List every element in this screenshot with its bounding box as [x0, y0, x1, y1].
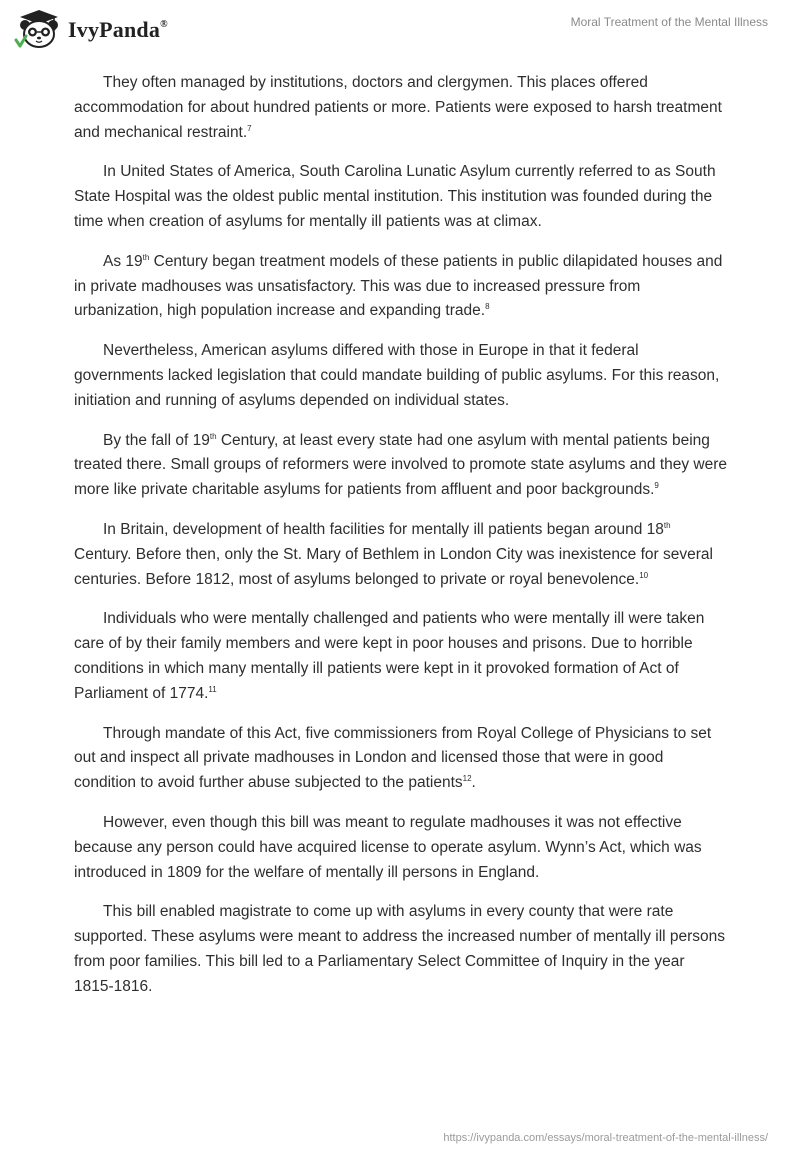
- brand-name: IvyPanda®: [68, 17, 168, 42]
- footnote-superscript: 8: [485, 302, 490, 312]
- paragraph-text: Century. Before then, only the St. Mary of Bethlem in London City was inexistence for several centuries. Before 1812, most of asylums belonged to private or royal benevolence.: [74, 545, 713, 588]
- footnote-superscript: 11: [208, 684, 217, 694]
- paragraph-text: Through mandate of this Act, five commissioners from Royal College of Physicians to set out and inspect all private madhouses in London and licensed those that were in good condition to avoid further abuse subjected to the patients: [74, 724, 712, 792]
- footnote-superscript: th: [209, 431, 217, 441]
- footnote-superscript: 7: [247, 123, 252, 133]
- ivypanda-logo[interactable]: [14, 8, 168, 50]
- paragraph-text: However, even though this bill was meant to regulate madhouses it was not effective because any person could have acquired license to operate asylum. Wynn’s Act, which was introduced in 1809 for the welfare of mentally ill persons in England.: [74, 813, 702, 881]
- footnote-superscript: 12: [462, 773, 472, 783]
- paragraph: [74, 429, 728, 503]
- paragraph: [74, 250, 728, 324]
- paragraph-text: Individuals who were mentally challenged and patients who were mentally ill were taken care of by their family members and were kept in poor houses and prisons. Due to horrible conditions in which many mentally ill patients were kept in it provoked formation of Act of Parliament of 1774.: [74, 610, 705, 702]
- footnote-superscript: 10: [639, 570, 649, 580]
- paragraph: [74, 339, 728, 413]
- footnote-superscript: 9: [654, 481, 659, 490]
- paragraph-text: In Britain, development of health facilities for mentally ill patients began around 18: [103, 520, 664, 538]
- panda-logo-icon: [14, 8, 64, 50]
- essay-body: [74, 71, 728, 1015]
- footnote-superscript: th: [663, 520, 671, 530]
- page-header: [0, 0, 800, 60]
- paragraph: [74, 607, 728, 706]
- footnote-superscript: th: [142, 252, 150, 262]
- paragraph: [74, 71, 728, 145]
- paragraph-text: Nevertheless, American asylums differed with those in Europe in that it federal governments lacked legislation that could mandate building of public asylums. For this reason, initiation and running of asylums depended on individual states.: [74, 342, 720, 409]
- paragraph-text: Century, at least every state had one asylum with mental patients being treated there. Small groups of reformers were involved to promote state asylums and they were more like private charitable asylums for patients from affluent and poor backgrounds.: [74, 431, 728, 499]
- paragraph: [74, 900, 728, 999]
- paragraph-text: By the fall of 19: [103, 431, 210, 449]
- source-url[interactable]: https://ivypanda.com/essays/moral-treatment-of-the-mental-illness/: [443, 1132, 768, 1144]
- paragraph: [74, 518, 728, 592]
- registered-mark: ®: [160, 18, 168, 30]
- paragraph: [74, 160, 728, 234]
- paragraph: [74, 811, 728, 885]
- paragraph-text: As 19: [103, 252, 143, 270]
- paragraph-text: In United States of America, South Carolina Lunatic Asylum currently referred to as South State Hospital was the oldest public mental institution. This institution was founded during the time when creation of asylums for mentally ill patients was at climax.: [74, 163, 716, 230]
- paragraph-text: This bill enabled magistrate to come up with asylums in every county that were rate supported. These asylums were meant to address the increased number of mentally ill persons from poor families. This bill led to a Parliamentary Select Committee of Inquiry in the year 1815-1816.: [74, 903, 726, 995]
- paragraph: [74, 722, 728, 796]
- document-title: Moral Treatment of the Mental Illness: [570, 15, 768, 29]
- paragraph-text: .: [471, 774, 476, 792]
- paragraph-text: Century began treatment models of these patients in public dilapidated houses and in private madhouses was unsatisfactory. This was due to increased pressure from urbanization, high population increase and expanding trade.: [74, 252, 723, 320]
- paragraph-text: They often managed by institutions, doctors and clergymen. This places offered accommodation for about hundred patients or more. Patients were exposed to harsh treatment and mechanical restraint.: [74, 74, 722, 141]
